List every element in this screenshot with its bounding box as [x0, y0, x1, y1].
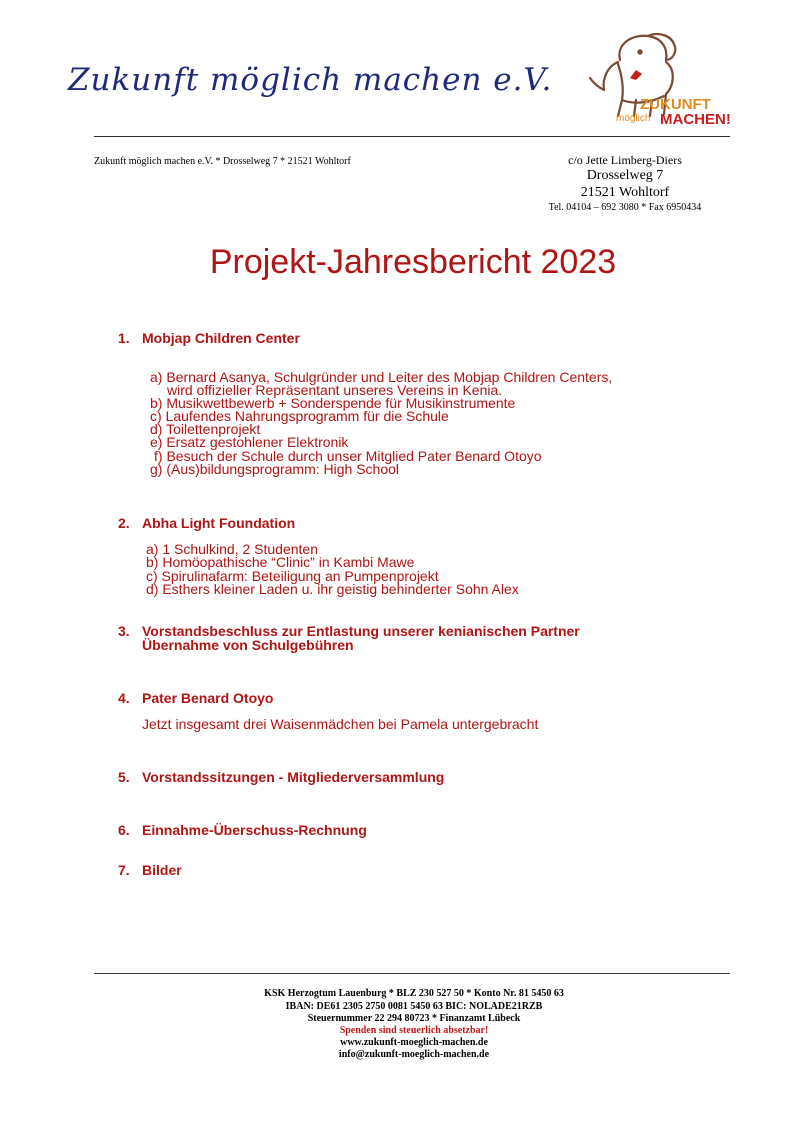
- section-3-heading-line-2: Übernahme von Schulgebühren: [142, 637, 354, 653]
- section-number: 6.: [118, 822, 130, 838]
- address-line-1: c/o Jette Limberg-Diers: [568, 153, 682, 167]
- header-divider: [94, 136, 730, 137]
- footer-donation-note: Spenden sind steuerlich absetzbar!: [339, 1025, 489, 1036]
- section-1-heading: [118, 330, 300, 346]
- address-line-3: 21521 Wohltorf: [580, 185, 670, 200]
- section-title: Vorstandsbeschluss zur Entlastung unserer kenianischen Partner: [142, 623, 580, 639]
- list-item: f) Besuch der Schule durch unser Mitglied Pater Benard Otoyo: [154, 448, 542, 464]
- footer-divider: [94, 973, 730, 974]
- logo-text-zukunft: ZUKUNFT: [640, 96, 711, 113]
- section-number: 5.: [118, 769, 130, 785]
- section-number: 4.: [118, 690, 130, 706]
- logo-text-moeglich: möglich: [616, 113, 651, 124]
- document-title: Projekt-Jahresbericht 2023: [209, 243, 617, 281]
- organization-title: Zukunft möglich machen e.V.: [68, 62, 553, 98]
- list-item: g) (Aus)bildungsprogramm: High School: [150, 461, 399, 477]
- list-item: a) 1 Schulkind, 2 Studenten: [146, 541, 319, 557]
- section-6-heading: [118, 822, 367, 838]
- section-title: Pater Benard Otoyo: [142, 690, 274, 706]
- address-line-4: Tel. 04104 – 692 3080 * Fax 6950434: [548, 202, 702, 213]
- section-5-heading: [118, 769, 444, 785]
- footer-iban-line: IBAN: DE61 2305 2750 0081 5450 63 BIC: NOLADE21RZB: [285, 1001, 543, 1012]
- address-line-2: Drosselweg 7: [586, 168, 664, 183]
- logo-text-machen: MACHEN!: [660, 111, 731, 128]
- section-title: Bilder: [142, 862, 182, 878]
- list-item: c) Laufendes Nahrungsprogramm für die Schule: [150, 408, 449, 424]
- section-number: 7.: [118, 862, 130, 878]
- list-item: e) Ersatz gestohlener Elektronik: [150, 434, 349, 450]
- section-title: Einnahme-Überschuss-Rechnung: [142, 822, 367, 838]
- section-number: 2.: [118, 515, 130, 531]
- footer-tax-line: Steuernummer 22 294 80723 * Finanzamt Lübeck: [307, 1013, 521, 1024]
- list-item: b) Musikwettbewerb + Sonderspende für Musikinstrumente: [150, 395, 516, 411]
- section-7-heading: [118, 862, 182, 878]
- list-item: c) Spirulinafarm: Beteiligung an Pumpenprojekt: [146, 568, 439, 584]
- sender-line: Zukunft möglich machen e.V. * Drosselweg 7 * 21521 Wohltorf: [94, 156, 351, 167]
- list-item: d) Esthers kleiner Laden u. ihr geistig behinderter Sohn Alex: [146, 581, 519, 597]
- section-number: 3.: [118, 623, 130, 639]
- list-item: wird offizieller Repräsentant unseres Vereins in Kenia.: [167, 382, 503, 398]
- list-item: d) Toilettenprojekt: [150, 421, 261, 437]
- list-item: a) Bernard Asanya, Schulgründer und Leiter des Mobjap Children Centers,: [150, 369, 613, 385]
- footer-website-link[interactable]: www.zukunft-moeglich-machen.de: [340, 1037, 488, 1048]
- section-title: Abha Light Foundation: [142, 515, 296, 531]
- section-4-heading: [118, 690, 273, 706]
- section-number: 1.: [118, 330, 130, 346]
- section-4-text: Jetzt insgesamt drei Waisenmädchen bei Pamela untergebracht: [142, 716, 539, 732]
- section-title: Mobjap Children Center: [142, 330, 300, 346]
- section-2-heading: [118, 515, 295, 531]
- section-title: Vorstandssitzungen - Mitgliederversammlung: [142, 769, 445, 785]
- footer-email-link[interactable]: info@zukunft-moeglich-machen.de: [338, 1049, 490, 1060]
- list-item: b) Homöopathische “Clinic” in Kambi Mawe: [146, 554, 415, 570]
- footer-bank-line: KSK Herzogtum Lauenburg * BLZ 230 527 50 * Konto Nr. 81 5450 63: [264, 988, 564, 999]
